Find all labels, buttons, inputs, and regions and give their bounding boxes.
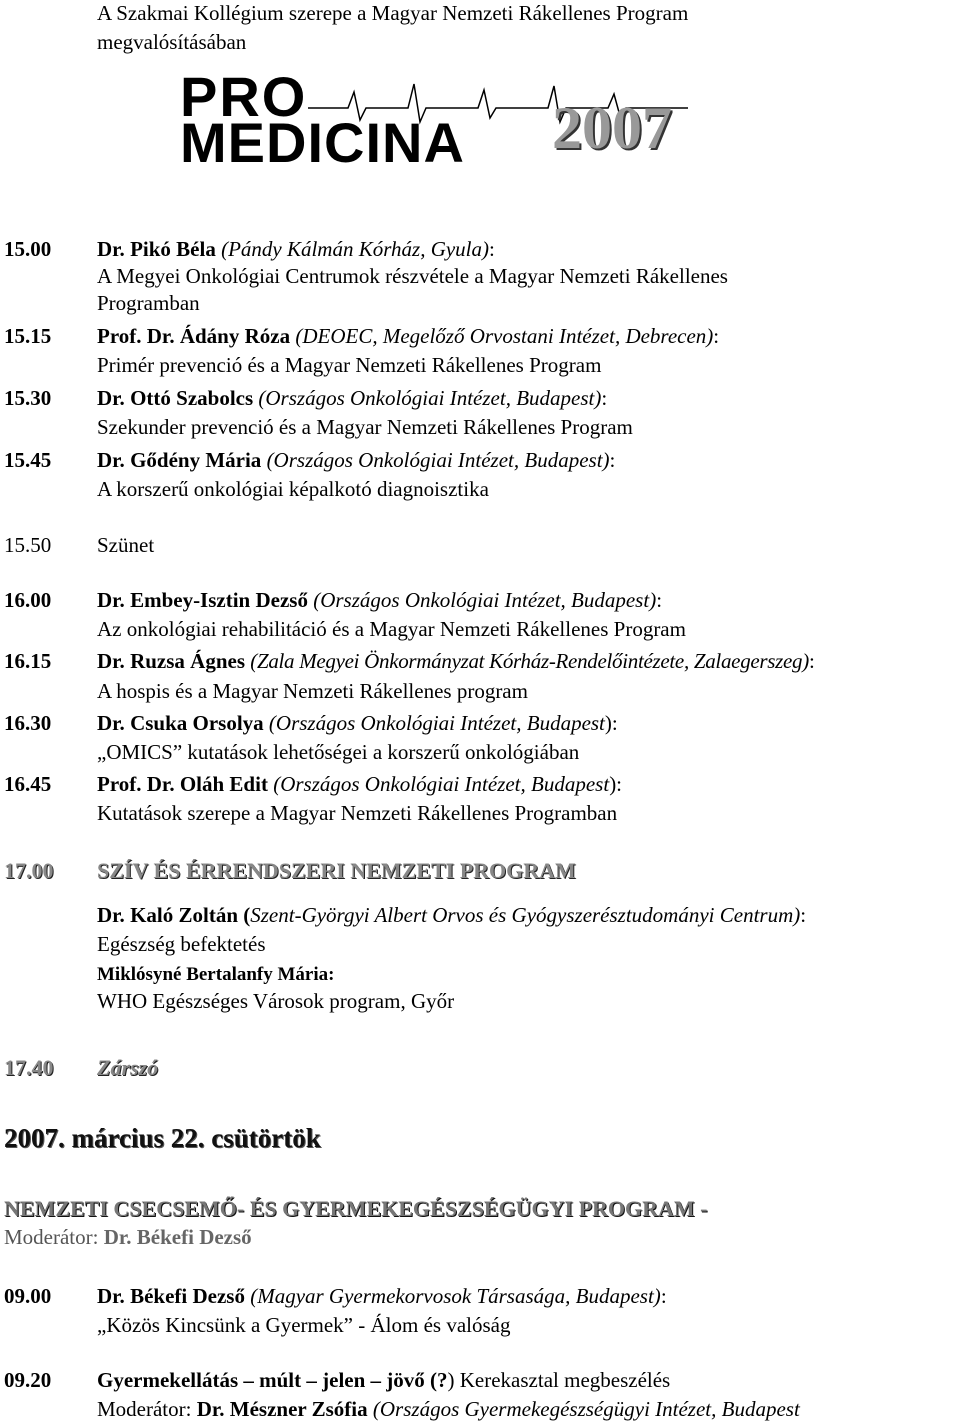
topic-1500-line1: A Megyei Onkológiai Centrumok részvétele a Magyar Nemzeti Rákellenes: [97, 264, 728, 288]
time-1630: 16.30: [4, 711, 52, 735]
session-1630: Dr. Csuka Orsolya (Országos Onkológiai Intézet, Budapest):: [97, 711, 618, 735]
session-1615: Dr. Ruzsa Ágnes (Zala Megyei Önkormányzat Kórház-Rendelőintézete, Zalaegerszeg):: [97, 649, 815, 673]
speaker-affiliation: Szent-Györgyi Albert Orvos és Gyógyszerésztudományi Centrum): [250, 903, 801, 927]
section-title-heart: SZÍV ÉS ÉRRENDSZERI NEMZETI PROGRAM: [97, 858, 576, 883]
topic-0900: „Közös Kincsünk a Gyermek” - Álom és valóság: [97, 1313, 511, 1337]
speaker-affiliation: (Magyar Gyermekorvosok Társasága, Budapest): [250, 1284, 661, 1308]
topic-1630: „OMICS” kutatások lehetőségei a korszerű onkológiában: [97, 740, 580, 764]
session-1530: Dr. Ottó Szabolcs (Országos Onkológiai Intézet, Budapest):: [97, 386, 608, 410]
speaker-name: Ruzsa Ágnes: [130, 649, 245, 673]
topic-1600: Az onkológiai rehabilitáció és a Magyar Nemzeti Rákellenes Program: [97, 617, 686, 641]
topic-1515: Primér prevenció és a Magyar Nemzeti Rákellenes Program: [97, 353, 602, 377]
session-0900: Dr. Békefi Dezső (Magyar Gyermekorvosok Társasága, Budapest):: [97, 1284, 667, 1308]
time-1700: 17.00: [4, 858, 54, 883]
speaker-name: Kaló Zoltán: [130, 903, 238, 927]
session-1515: Prof. Dr. Ádány Róza (DEOEC, Megelőző Orvostani Intézet, Debrecen):: [97, 324, 720, 348]
time-1740: 17.40: [4, 1055, 54, 1080]
speaker-name: Embey-Isztin Dezső: [130, 588, 308, 612]
topic-1615: A hospis és a Magyar Nemzeti Rákellenes program: [97, 679, 528, 703]
session-heart-speaker1: Dr. Kaló Zoltán (Szent-Györgyi Albert Orvos és Gyógyszerésztudományi Centrum):: [97, 903, 807, 927]
time-1545: 15.45: [4, 448, 52, 472]
speaker-name: Gődény Mária: [130, 448, 262, 472]
header-line-1: A Szakmai Kollégium szerepe a Magyar Nemzeti Rákellenes Program: [97, 1, 689, 25]
time-1615: 16.15: [4, 649, 52, 673]
speaker-affiliation: (Országos Onkológiai Intézet, Budapest: [268, 711, 605, 735]
session-0920: Gyermekellátás – múlt – jelen – jövő (?) Kerekasztal megbeszélés: [97, 1368, 671, 1392]
topic-heart-2: WHO Egészséges Városok program, Győr: [97, 989, 455, 1013]
moderator-line: Moderátor: Dr. Békefi Dezső: [4, 1225, 252, 1249]
topic-1530: Szekunder prevenció és a Magyar Nemzeti Rákellenes Program: [97, 415, 633, 439]
speaker-affiliation: (Zala Megyei Önkormányzat Kórház-Rendelőintézete, Zalaegerszeg): [250, 649, 809, 673]
time-0920: 09.20: [4, 1368, 52, 1392]
session-1600: Dr. Embey-Isztin Dezső (Országos Onkológiai Intézet, Budapest):: [97, 588, 663, 612]
speaker-affiliation: (Országos Onkológiai Intézet, Budapest): [258, 386, 602, 410]
time-0900: 09.00: [4, 1284, 52, 1308]
time-1645: 16.45: [4, 772, 52, 796]
section-title-child: NEMZETI CSECSEMŐ- ÉS GYERMEKEGÉSZSÉGÜGYI PROGRAM -: [4, 1196, 708, 1221]
time-1550: 15.50: [4, 533, 52, 557]
speaker-affiliation: (Országos Onkológiai Intézet, Budapest: [273, 772, 610, 796]
logo-medicina: MEDICINA: [180, 111, 465, 174]
topic-heart-1: Egészség befektetés: [97, 932, 266, 956]
topic-1545: A korszerű onkológiai képalkotó diagnoisztika: [97, 477, 489, 501]
logo-year: 2007: [552, 95, 672, 161]
moderator-affiliation: (Országos Gyermekegészségügyi Intézet, Budapest: [372, 1397, 800, 1421]
header-line-2: megvalósításában: [97, 30, 247, 54]
logo-pro: PRO: [180, 65, 308, 128]
speaker-name: Békefi Dezső: [130, 1284, 245, 1308]
speaker-heart-2: Miklósyné Bertalanfy Mária:: [97, 964, 335, 985]
speaker-name: Csuka Orsolya: [130, 711, 264, 735]
moderator-0920: Moderátor: Dr. Mészner Zsófia (Országos Gyermekegészségügyi Intézet, Budapest: [97, 1397, 800, 1421]
speaker-affiliation: (DEOEC, Megelőző Orvostani Intézet, Debrecen): [295, 324, 714, 348]
roundtable-title: Gyermekellátás – múlt – jelen – jövő (?: [97, 1368, 448, 1392]
speaker-title: Dr.: [97, 237, 125, 261]
speaker-name: Ádány Róza: [179, 324, 291, 348]
time-1500: 15.00: [4, 237, 52, 261]
closing-label: Zárszó: [97, 1055, 159, 1080]
time-1515: 15.15: [4, 324, 52, 348]
speaker-affiliation: (Országos Onkológiai Intézet, Budapest): [313, 588, 657, 612]
time-1530: 15.30: [4, 386, 52, 410]
speaker-name: Oláh Edit: [179, 772, 268, 796]
speaker-affiliation: (Pándy Kálmán Kórház, Gyula): [221, 237, 490, 261]
date-heading: 2007. március 22. csütörtök: [4, 1123, 321, 1153]
pro-medicina-logo: [180, 65, 710, 174]
topic-1645: Kutatások szerepe a Magyar Nemzeti Rákellenes Programban: [97, 801, 618, 825]
speaker-affiliation: (Országos Onkológiai Intézet, Budapest): [266, 448, 610, 472]
time-1600: 16.00: [4, 588, 52, 612]
speaker-name: Ottó Szabolcs: [130, 386, 254, 410]
topic-1500-line2: Programban: [97, 291, 200, 315]
speaker-name: Pikó Béla: [130, 237, 216, 261]
session-1645: Prof. Dr. Oláh Edit (Országos Onkológiai Intézet, Budapest):: [97, 772, 623, 796]
session-1500: Dr. Pikó Béla (Pándy Kálmán Kórház, Gyula):: [97, 237, 495, 261]
moderator-name: Dr. Békefi Dezső: [103, 1225, 252, 1249]
session-1545: Dr. Gődény Mária (Országos Onkológiai Intézet, Budapest):: [97, 448, 616, 472]
moderator-name: Dr. Mészner Zsófia: [196, 1397, 368, 1421]
break-label: Szünet: [97, 533, 155, 557]
